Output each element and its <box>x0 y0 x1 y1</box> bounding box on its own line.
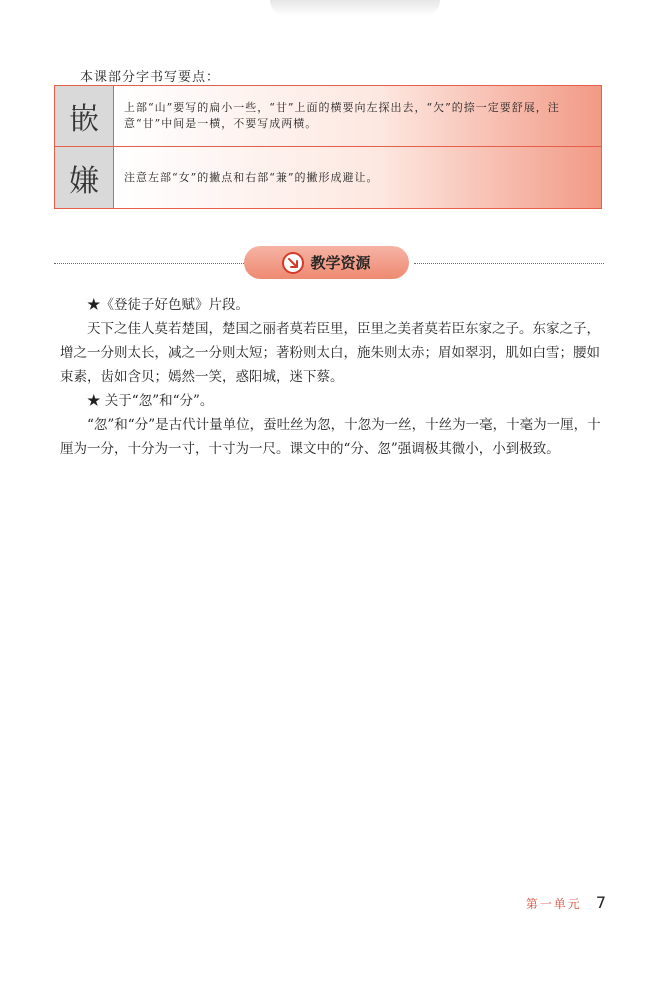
dotted-divider-right <box>414 263 604 264</box>
resource-heading: ★《登徒子好色赋》片段。 <box>87 297 249 313</box>
dotted-divider-left <box>54 263 244 264</box>
writing-note: 上部“山”要写的扁小一些，“甘”上面的横要向左探出去，“欠”的捺一定要舒展，注意“甘”中间是一横，不要写成两横。 <box>114 86 601 146</box>
page-top-shadow <box>270 0 440 16</box>
page-number: 7 <box>595 893 606 912</box>
teaching-resources-body <box>60 293 605 461</box>
resource-paragraph: 天下之佳人莫若楚国，楚国之丽者莫若臣里，臣里之美者莫若臣东家之子。东家之子，增之一分则太长，减之一分则太短；著粉则太白，施朱则太赤；眉如翠羽，肌如白雪；腰如束素，齿如含贝；嫣然一笑，惑阳城，迷下蔡。 <box>60 321 600 385</box>
section-title-badge <box>244 246 409 279</box>
section-title: 教学资源 <box>310 254 371 272</box>
writing-points-intro: 本课部分字书写要点： <box>80 70 221 85</box>
writing-point-row <box>55 86 601 147</box>
character-cell: 嵌 <box>55 86 114 146</box>
writing-point-row <box>55 147 601 208</box>
unit-label: 第一单元 <box>525 897 582 911</box>
writing-note: 注意左部“女”的撇点和右部“兼”的撇形成避让。 <box>114 147 601 208</box>
section-header <box>54 246 604 280</box>
resource-heading: ★ 关于“忽”和“分”。 <box>87 393 214 409</box>
character-cell: 嫌 <box>55 147 114 208</box>
page-footer <box>526 893 606 912</box>
resource-paragraph: “忽”和“分”是古代计量单位，蚕吐丝为忽，十忽为一丝，十丝为一毫，十毫为一厘，十厘为一分，十分为一寸，十寸为一尺。课文中的“分、忽”强调极其微小，小到极致。 <box>60 417 601 457</box>
writing-points-table <box>54 85 602 209</box>
arrow-down-right-icon <box>282 252 304 274</box>
